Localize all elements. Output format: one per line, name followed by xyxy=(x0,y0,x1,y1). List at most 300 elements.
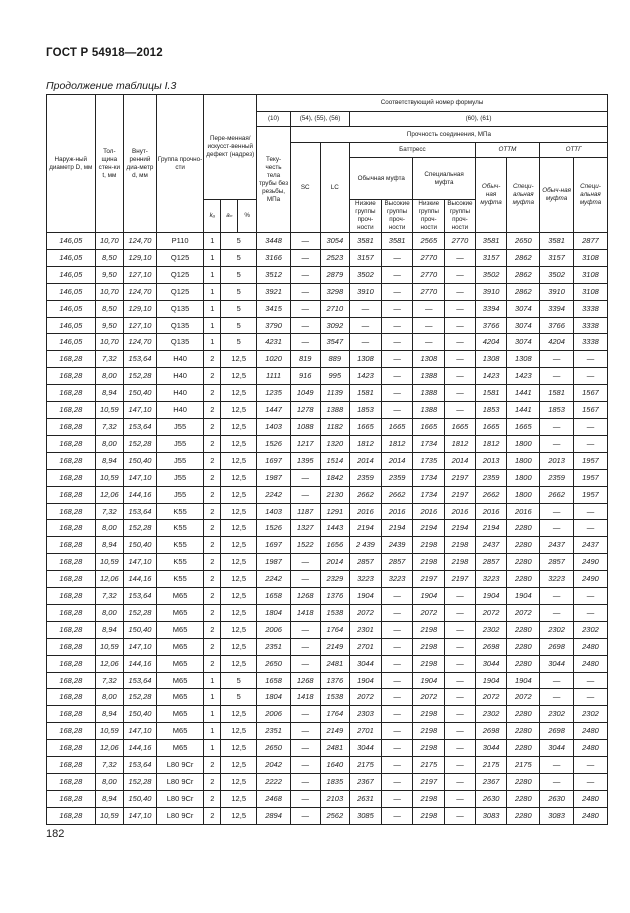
cell-special-high: 2197 xyxy=(445,469,476,486)
cell-diameter: 168,28 xyxy=(47,604,96,621)
cell-diameter: 168,28 xyxy=(47,588,96,605)
cell-ottg-regular: — xyxy=(540,368,574,385)
cell-regular-high: 2662 xyxy=(381,486,413,503)
cell-wall: 9,50 xyxy=(95,266,124,283)
cell-regular-low: 1853 xyxy=(350,402,382,419)
cell-lc: 1291 xyxy=(320,503,350,520)
cell-regular-low: 2175 xyxy=(350,757,382,774)
cell-regular-high: 2016 xyxy=(381,503,413,520)
cell-regular-low: 2662 xyxy=(350,486,382,503)
cell-an: 12,5 xyxy=(221,469,257,486)
col-header-special-low: Низкие группы проч-ности xyxy=(413,200,445,233)
cell-ottg-regular: — xyxy=(540,520,574,537)
cell-ottg-special: — xyxy=(573,435,607,452)
cell-yield: 1235 xyxy=(257,385,291,402)
cell-inner: 153,64 xyxy=(124,418,157,435)
cell-ottm-regular: 2194 xyxy=(475,520,507,537)
cell-ottg-regular: — xyxy=(540,351,574,368)
cell-lc: 3054 xyxy=(320,233,350,250)
cell-an: 12,5 xyxy=(221,604,257,621)
cell-lc: 1388 xyxy=(320,402,350,419)
cell-ottm-special: 2862 xyxy=(507,283,540,300)
table-row xyxy=(47,503,608,520)
cell-ottm-special: 1800 xyxy=(507,452,540,469)
cell-regular-low: 1665 xyxy=(350,418,382,435)
cell-wall: 10,59 xyxy=(95,554,124,571)
cell-ottg-regular: 3223 xyxy=(540,571,574,588)
cell-regular-high: — xyxy=(381,706,413,723)
cell-wall: 7,32 xyxy=(95,672,124,689)
cell-special-high: 2198 xyxy=(445,537,476,554)
cell-group: J55 xyxy=(156,486,204,503)
cell-ottm-special: 2280 xyxy=(507,723,540,740)
cell-lc: 2879 xyxy=(320,266,350,283)
cell-an: 12,5 xyxy=(221,790,257,807)
table-caption: Продолжение таблицы I.3 xyxy=(46,80,177,92)
cell-ottm-special: 2862 xyxy=(507,249,540,266)
cell-inner: 150,40 xyxy=(124,452,157,469)
cell-ottm-special: 2650 xyxy=(507,233,540,250)
cell-sc: 1268 xyxy=(290,672,320,689)
cell-sc: — xyxy=(290,790,320,807)
cell-an: 5 xyxy=(221,300,257,317)
cell-ottm-special: 2175 xyxy=(507,757,540,774)
cell-group: M65 xyxy=(156,672,204,689)
cell-wall: 8,00 xyxy=(95,774,124,791)
table-row xyxy=(47,604,608,621)
cell-regular-low: 3044 xyxy=(350,655,382,672)
cell-regular-high: — xyxy=(381,723,413,740)
table-row xyxy=(47,537,608,554)
cell-group: J55 xyxy=(156,469,204,486)
cell-diameter: 168,28 xyxy=(47,740,96,757)
cell-special-low: 2016 xyxy=(413,503,445,520)
cell-yield: 1987 xyxy=(257,469,291,486)
cell-an: 5 xyxy=(221,266,257,283)
cell-ottg-regular: 2437 xyxy=(540,537,574,554)
cell-ottm-special: 1665 xyxy=(507,418,540,435)
cell-regular-high: 1812 xyxy=(381,435,413,452)
cell-ottm-regular: 3581 xyxy=(475,233,507,250)
cell-ottm-regular: 4204 xyxy=(475,334,507,351)
cell-regular-high: 2439 xyxy=(381,537,413,554)
cell-yield: 2222 xyxy=(257,774,291,791)
cell-regular-high: — xyxy=(381,368,413,385)
cell-regular-high: — xyxy=(381,655,413,672)
cell-yield: 2042 xyxy=(257,757,291,774)
cell-an: 5 xyxy=(221,317,257,334)
cell-regular-low: 1581 xyxy=(350,385,382,402)
table-body xyxy=(47,233,608,825)
cell-sc: — xyxy=(290,249,320,266)
cell-an: 12,5 xyxy=(221,368,257,385)
cell-diameter: 168,28 xyxy=(47,503,96,520)
cell-an: 12,5 xyxy=(221,452,257,469)
cell-group: L80 9Cr xyxy=(156,774,204,791)
cell-group: M65 xyxy=(156,604,204,621)
cell-yield: 2468 xyxy=(257,790,291,807)
cell-group: M65 xyxy=(156,706,204,723)
cell-inner: 147,10 xyxy=(124,402,157,419)
cell-regular-low: 3223 xyxy=(350,571,382,588)
cell-regular-high: — xyxy=(381,402,413,419)
cell-ka: 1 xyxy=(204,689,221,706)
cell-group: M65 xyxy=(156,740,204,757)
cell-special-high: 1665 xyxy=(445,418,476,435)
cell-wall: 8,94 xyxy=(95,385,124,402)
cell-inner: 153,64 xyxy=(124,757,157,774)
cell-ottg-special: 2302 xyxy=(573,706,607,723)
cell-ka: 1 xyxy=(204,740,221,757)
cell-ottg-special: 2302 xyxy=(573,621,607,638)
cell-special-low: 2770 xyxy=(413,249,445,266)
cell-special-low: 1734 xyxy=(413,435,445,452)
cell-regular-low: 2014 xyxy=(350,452,382,469)
cell-inner: 152,28 xyxy=(124,604,157,621)
table-row xyxy=(47,588,608,605)
cell-sc: 819 xyxy=(290,351,320,368)
cell-ottg-regular: 4204 xyxy=(540,334,574,351)
cell-diameter: 168,28 xyxy=(47,807,96,824)
cell-special-high: — xyxy=(445,621,476,638)
cell-ottm-regular: 1812 xyxy=(475,435,507,452)
cell-regular-high: 2194 xyxy=(381,520,413,537)
col-header-pct: % xyxy=(238,200,257,233)
cell-sc: — xyxy=(290,723,320,740)
cell-regular-high: — xyxy=(381,807,413,824)
cell-ottg-special: 2877 xyxy=(573,233,607,250)
cell-lc: 3092 xyxy=(320,317,350,334)
cell-sc: 1187 xyxy=(290,503,320,520)
cell-ottm-regular: 3044 xyxy=(475,655,507,672)
cell-diameter: 168,28 xyxy=(47,706,96,723)
cell-sc: 916 xyxy=(290,368,320,385)
cell-special-low: 1904 xyxy=(413,672,445,689)
cell-group: H40 xyxy=(156,368,204,385)
cell-special-low: — xyxy=(413,300,445,317)
cell-ottm-regular: 2662 xyxy=(475,486,507,503)
cell-lc: 2149 xyxy=(320,723,350,740)
cell-ottm-regular: 2013 xyxy=(475,452,507,469)
cell-lc: 2329 xyxy=(320,571,350,588)
cell-ottg-special: 3108 xyxy=(573,283,607,300)
cell-lc: 1514 xyxy=(320,452,350,469)
cell-lc: 1764 xyxy=(320,706,350,723)
cell-ka: 2 xyxy=(204,435,221,452)
cell-inner: 147,10 xyxy=(124,723,157,740)
cell-an: 12,5 xyxy=(221,723,257,740)
cell-an: 5 xyxy=(221,283,257,300)
special-coupling-header: Специальная муфта xyxy=(413,158,475,200)
cell-lc: 1376 xyxy=(320,588,350,605)
table-row xyxy=(47,740,608,757)
table-row xyxy=(47,554,608,571)
cell-ottg-regular: 2302 xyxy=(540,621,574,638)
cell-regular-low: 1308 xyxy=(350,351,382,368)
cell-regular-low: 2072 xyxy=(350,604,382,621)
cell-sc: 1522 xyxy=(290,537,320,554)
cell-ottg-special: 3338 xyxy=(573,317,607,334)
cell-an: 12,5 xyxy=(221,520,257,537)
cell-ottm-regular: 2857 xyxy=(475,554,507,571)
cell-sc: — xyxy=(290,757,320,774)
cell-special-low: 2197 xyxy=(413,571,445,588)
cell-ottg-special: 2490 xyxy=(573,554,607,571)
cell-ottg-special: — xyxy=(573,672,607,689)
table-row xyxy=(47,402,608,419)
cell-diameter: 168,28 xyxy=(47,368,96,385)
cell-diameter: 168,28 xyxy=(47,486,96,503)
cell-diameter: 168,28 xyxy=(47,757,96,774)
cell-regular-high: 2359 xyxy=(381,469,413,486)
cell-ottg-special: 1957 xyxy=(573,486,607,503)
cell-ottg-regular: — xyxy=(540,604,574,621)
cell-ottm-special: 1423 xyxy=(507,368,540,385)
cell-ka: 2 xyxy=(204,537,221,554)
ottg-header: ОТТГ xyxy=(540,143,608,158)
cell-ka: 2 xyxy=(204,402,221,419)
cell-ottg-special: 2480 xyxy=(573,790,607,807)
cell-regular-high: — xyxy=(381,351,413,368)
cell-group: P110 xyxy=(156,233,204,250)
cell-diameter: 168,28 xyxy=(47,621,96,638)
cell-regular-low: 2303 xyxy=(350,706,382,723)
cell-ottm-regular: 2437 xyxy=(475,537,507,554)
cell-yield: 2006 xyxy=(257,706,291,723)
cell-regular-high: 3581 xyxy=(381,233,413,250)
ottg-regular-header: Обыч-ная муфта xyxy=(540,158,574,233)
cell-ottg-regular: — xyxy=(540,588,574,605)
cell-group: M65 xyxy=(156,638,204,655)
table-row xyxy=(47,672,608,689)
cell-lc: 1182 xyxy=(320,418,350,435)
col-header-wall: Тол-щина стен-ки t, мм xyxy=(95,95,124,233)
cell-special-high: — xyxy=(445,757,476,774)
cell-inner: 152,28 xyxy=(124,689,157,706)
cell-ottg-special: — xyxy=(573,520,607,537)
cell-inner: 124,70 xyxy=(124,334,157,351)
cell-ottm-regular: 2367 xyxy=(475,774,507,791)
cell-sc: — xyxy=(290,655,320,672)
cell-special-high: 2197 xyxy=(445,571,476,588)
cell-ottm-special: 2280 xyxy=(507,740,540,757)
cell-yield: 1526 xyxy=(257,435,291,452)
cell-ottg-special: 3108 xyxy=(573,266,607,283)
document-title: ГОСТ Р 54918—2012 xyxy=(46,47,163,59)
cell-an: 12,5 xyxy=(221,740,257,757)
cell-yield: 1987 xyxy=(257,554,291,571)
cell-yield: 3166 xyxy=(257,249,291,266)
cell-special-low: 1388 xyxy=(413,402,445,419)
cell-wall: 8,94 xyxy=(95,621,124,638)
cell-ottm-regular: 3394 xyxy=(475,300,507,317)
cell-sc: 1049 xyxy=(290,385,320,402)
cell-wall: 8,00 xyxy=(95,368,124,385)
cell-an: 5 xyxy=(221,334,257,351)
cell-lc: 2562 xyxy=(320,807,350,824)
cell-ottg-special: 2480 xyxy=(573,723,607,740)
cell-group: J55 xyxy=(156,418,204,435)
cell-special-high: — xyxy=(445,604,476,621)
cell-ka: 2 xyxy=(204,571,221,588)
cell-special-low: 2565 xyxy=(413,233,445,250)
cell-special-high: — xyxy=(445,689,476,706)
cell-yield: 1111 xyxy=(257,368,291,385)
cell-yield: 1658 xyxy=(257,672,291,689)
cell-ka: 2 xyxy=(204,351,221,368)
cell-ottm-special: 2280 xyxy=(507,706,540,723)
ottg-special-header: Специ-альная муфта xyxy=(573,158,607,233)
cell-special-high: — xyxy=(445,249,476,266)
cell-special-high: — xyxy=(445,266,476,283)
cell-lc: 1376 xyxy=(320,672,350,689)
table-row xyxy=(47,266,608,283)
cell-ottm-special: 2280 xyxy=(507,638,540,655)
cell-regular-low: 3157 xyxy=(350,249,382,266)
cell-group: M65 xyxy=(156,655,204,672)
cell-ka: 1 xyxy=(204,266,221,283)
cell-ottm-special: 2280 xyxy=(507,621,540,638)
cell-ka: 2 xyxy=(204,807,221,824)
cell-inner: 153,64 xyxy=(124,588,157,605)
cell-ottg-regular: 2698 xyxy=(540,723,574,740)
cell-group: Q135 xyxy=(156,317,204,334)
cell-inner: 152,28 xyxy=(124,368,157,385)
cell-sc: — xyxy=(290,554,320,571)
cell-sc: 1395 xyxy=(290,452,320,469)
cell-inner: 152,28 xyxy=(124,435,157,452)
cell-wall: 7,32 xyxy=(95,351,124,368)
cell-wall: 8,94 xyxy=(95,537,124,554)
cell-yield: 2351 xyxy=(257,638,291,655)
cell-ottg-regular: 2359 xyxy=(540,469,574,486)
cell-ka: 2 xyxy=(204,604,221,621)
cell-yield: 1403 xyxy=(257,503,291,520)
cell-ottg-regular: 3083 xyxy=(540,807,574,824)
cell-an: 5 xyxy=(221,249,257,266)
table-row xyxy=(47,469,608,486)
cell-ottg-regular: 2013 xyxy=(540,452,574,469)
cell-group: L80 9Cr xyxy=(156,757,204,774)
cell-wall: 8,94 xyxy=(95,790,124,807)
cell-ka: 2 xyxy=(204,638,221,655)
cell-inner: 153,64 xyxy=(124,351,157,368)
cell-wall: 7,32 xyxy=(95,503,124,520)
table-row xyxy=(47,317,608,334)
page-number: 182 xyxy=(46,828,65,840)
cell-diameter: 168,28 xyxy=(47,537,96,554)
cell-special-high: — xyxy=(445,402,476,419)
col-header-inner: Внут-ренний диа-метр d, мм xyxy=(124,95,157,233)
formula-60-61: (60), (61) xyxy=(350,112,608,127)
cell-sc: — xyxy=(290,300,320,317)
cell-ka: 2 xyxy=(204,385,221,402)
cell-sc: — xyxy=(290,740,320,757)
cell-regular-high: — xyxy=(381,249,413,266)
cell-yield: 3448 xyxy=(257,233,291,250)
table-row xyxy=(47,520,608,537)
table-row xyxy=(47,435,608,452)
cell-special-low: 2194 xyxy=(413,520,445,537)
cell-regular-high: — xyxy=(381,689,413,706)
cell-special-low: — xyxy=(413,317,445,334)
cell-yield: 2650 xyxy=(257,655,291,672)
cell-an: 5 xyxy=(221,689,257,706)
cell-group: Q135 xyxy=(156,334,204,351)
cell-special-low: 1734 xyxy=(413,469,445,486)
cell-regular-high: — xyxy=(381,672,413,689)
cell-regular-high: 3223 xyxy=(381,571,413,588)
col-header-regular-low: Низкие группы проч-ности xyxy=(350,200,382,233)
cell-ottm-special: 2280 xyxy=(507,774,540,791)
cell-diameter: 146,05 xyxy=(47,334,96,351)
cell-ottm-special: 2016 xyxy=(507,503,540,520)
cell-ottm-special: 1441 xyxy=(507,385,540,402)
cell-yield: 1658 xyxy=(257,588,291,605)
cell-special-low: 2175 xyxy=(413,757,445,774)
cell-lc: 2149 xyxy=(320,638,350,655)
cell-ka: 1 xyxy=(204,249,221,266)
cell-ottg-special: 1567 xyxy=(573,402,607,419)
cell-regular-high: — xyxy=(381,774,413,791)
cell-group: K55 xyxy=(156,554,204,571)
cell-diameter: 168,28 xyxy=(47,790,96,807)
cell-ka: 2 xyxy=(204,452,221,469)
table-row xyxy=(47,334,608,351)
cell-regular-high: 2857 xyxy=(381,554,413,571)
cell-ottm-special: 2280 xyxy=(507,807,540,824)
cell-ottm-special: 2280 xyxy=(507,520,540,537)
cell-lc: 1538 xyxy=(320,689,350,706)
cell-regular-high: — xyxy=(381,317,413,334)
cell-regular-low: 1423 xyxy=(350,368,382,385)
cell-sc: — xyxy=(290,571,320,588)
cell-inner: 153,64 xyxy=(124,672,157,689)
cell-ottg-regular: 3044 xyxy=(540,655,574,672)
table-row xyxy=(47,655,608,672)
table-row xyxy=(47,368,608,385)
cell-ottm-regular: 2072 xyxy=(475,604,507,621)
cell-special-high: 2198 xyxy=(445,554,476,571)
table-header xyxy=(47,95,608,233)
cell-wall: 10,59 xyxy=(95,402,124,419)
cell-yield: 2242 xyxy=(257,486,291,503)
table-row xyxy=(47,774,608,791)
cell-regular-low: 1904 xyxy=(350,672,382,689)
table-row xyxy=(47,638,608,655)
cell-sc: 1418 xyxy=(290,689,320,706)
cell-wall: 8,00 xyxy=(95,689,124,706)
cell-sc: 1217 xyxy=(290,435,320,452)
cell-ottg-special: — xyxy=(573,368,607,385)
cell-ottm-regular: 1308 xyxy=(475,351,507,368)
cell-inner: 144,16 xyxy=(124,486,157,503)
cell-special-low: 1388 xyxy=(413,368,445,385)
cell-diameter: 168,28 xyxy=(47,452,96,469)
cell-yield: 2351 xyxy=(257,723,291,740)
cell-an: 12,5 xyxy=(221,621,257,638)
cell-ottg-special: — xyxy=(573,757,607,774)
cell-regular-high: — xyxy=(381,283,413,300)
cell-group: Q125 xyxy=(156,266,204,283)
cell-special-high: 2194 xyxy=(445,520,476,537)
cell-sc: — xyxy=(290,621,320,638)
cell-special-low: 2072 xyxy=(413,689,445,706)
table-row xyxy=(47,723,608,740)
cell-ottm-special: 2280 xyxy=(507,571,540,588)
cell-inner: 147,10 xyxy=(124,807,157,824)
cell-special-low: 2198 xyxy=(413,706,445,723)
